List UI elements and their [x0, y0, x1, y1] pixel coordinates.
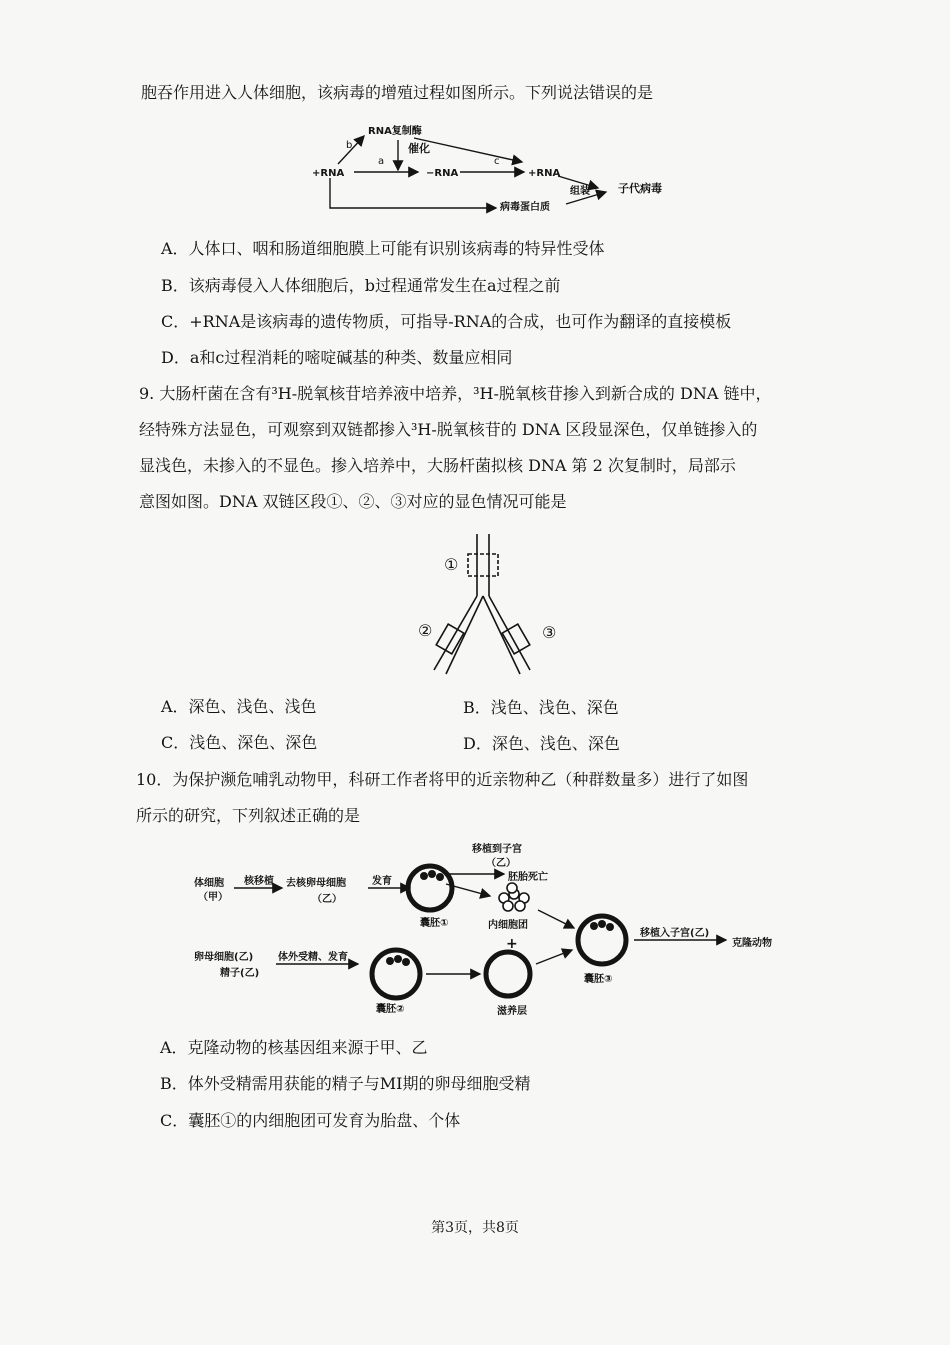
plus-rna-right: +RNA	[528, 168, 561, 179]
arrow-trophoblast-to-b3	[536, 950, 572, 964]
trophoblast-ring	[486, 952, 530, 996]
blastocyst1-label: 囊胚①	[420, 918, 449, 929]
q9-option-b: B．浅色、浅色、深色	[463, 698, 619, 717]
q9-option-d: D．深色、浅色、深色	[463, 734, 620, 753]
nuclear-transfer-label: 核移植	[244, 876, 274, 887]
blastocyst3-label: 囊胚③	[584, 974, 613, 985]
arrow-icm-to-b3	[538, 910, 574, 928]
blastocyst2-label: 囊胚②	[376, 1004, 405, 1015]
q9-line-4: 意图如图。DNA 双链区段①、②、③对应的显色情况可能是	[139, 492, 567, 511]
plus-label: +	[506, 936, 518, 952]
marker-1: ①	[444, 555, 459, 574]
q9-option-a: A．深色、浅色、浅色	[161, 697, 317, 716]
arrow-translation	[330, 178, 496, 208]
inner-cell-mass-cluster	[499, 883, 529, 911]
ivf-develop-label: 体外受精、发育	[278, 952, 348, 963]
q9-line-1: 9. 大肠杆菌在含有³H-脱氧核苷培养液中培养，³H-脱氧核苷掺入到新合成的 DNA 链中，	[139, 384, 772, 403]
label-b: b	[346, 140, 353, 151]
blastocyst-1	[408, 866, 452, 910]
protein-label: 病毒蛋白质	[500, 202, 550, 213]
q8-option-b: B．该病毒侵入人体细胞后，b过程通常发生在a过程之前	[161, 276, 561, 295]
enucleated-oocyte-label: 去核卵母细胞	[286, 878, 346, 889]
q8-option-d: D．a和c过程消耗的嘧啶碱基的种类、数量应相同	[161, 348, 513, 367]
yi-label: （乙）	[312, 894, 342, 905]
q10-option-a: A．克隆动物的核基因组来源于甲、乙	[160, 1038, 428, 1057]
page-footer: 第3页，共8页	[431, 1220, 519, 1236]
q8-option-c: C．+RNA是该病毒的遗传物质，可指导-RNA的合成，也可作为翻译的直接模板	[161, 312, 732, 331]
plus-rna-left: +RNA	[312, 168, 345, 179]
inner-cell-mass-label: 内细胞团	[488, 920, 528, 931]
transplant-into-label: 移植入子宫(乙)	[640, 928, 710, 939]
q9-replication-fork	[410, 534, 580, 684]
region-1-box	[468, 554, 498, 576]
q8-intro: 胞吞作用进入人体细胞，该病毒的增殖过程如图所示。下列说法错误的是	[141, 83, 654, 102]
catalyze-label: 催化	[408, 142, 430, 155]
clone-label: 克隆动物	[732, 938, 772, 949]
minus-rna: −RNA	[426, 168, 459, 179]
q10-diagram	[190, 840, 800, 1025]
marker-2: ②	[418, 621, 433, 640]
q10-line-1: 10．为保护濒危哺乳动物甲，科研工作者将甲的近亲物种乙（种群数量多）进行了如图	[136, 770, 749, 789]
yi2-label: （乙）	[486, 858, 516, 869]
sperm-yi-label: 精子(乙)	[220, 968, 260, 979]
region-2-box	[436, 624, 464, 654]
q10-line-2: 所示的研究，下列叙述正确的是	[136, 806, 361, 825]
q10-option-b: B．体外受精需用获能的精子与MⅠ期的卵母细胞受精	[160, 1074, 531, 1093]
rna-replicase-label: RNA复制酶	[368, 126, 422, 137]
q8-diagram	[300, 114, 700, 224]
fork-right-inner	[483, 596, 520, 674]
develop-label: 发育	[372, 876, 392, 887]
embryo-death-label: 胚胎死亡	[508, 872, 548, 883]
oocyte-yi-label: 卵母细胞(乙)	[194, 952, 254, 963]
label-a: a	[378, 156, 385, 167]
blastocyst-3	[578, 916, 626, 964]
marker-3: ③	[542, 623, 557, 642]
q10-option-c: C．囊胚①的内细胞团可发育为胎盘、个体	[160, 1111, 461, 1130]
arrow-replicase-c	[414, 138, 522, 162]
q9-line-2: 经特殊方法显色，可观察到双链都掺入³H-脱氧核苷的 DNA 区段显深色，仅单链掺入的	[139, 420, 758, 439]
fork-left-outer	[434, 596, 477, 670]
offspring-label: 子代病毒	[618, 182, 662, 195]
jia-label: （甲）	[198, 892, 228, 903]
transplant-uterus-label: 移植到子宫	[472, 844, 522, 855]
q9-line-3: 显浅色，未掺入的不显色。掺入培养中，大肠杆菌拟核 DNA 第 2 次复制时，局部示	[139, 456, 736, 475]
blastocyst-2	[372, 950, 420, 998]
q8-option-a: A．人体口、咽和肠道细胞膜上可能有识别该病毒的特异性受体	[161, 239, 605, 258]
assemble-label: 组装	[570, 186, 590, 197]
label-c: c	[494, 156, 500, 167]
somatic-label: 体细胞	[194, 878, 224, 889]
q9-option-c: C．浅色、深色、深色	[161, 733, 318, 752]
fork-left-inner	[446, 596, 483, 674]
trophoblast-label: 滋养层	[497, 1006, 527, 1017]
